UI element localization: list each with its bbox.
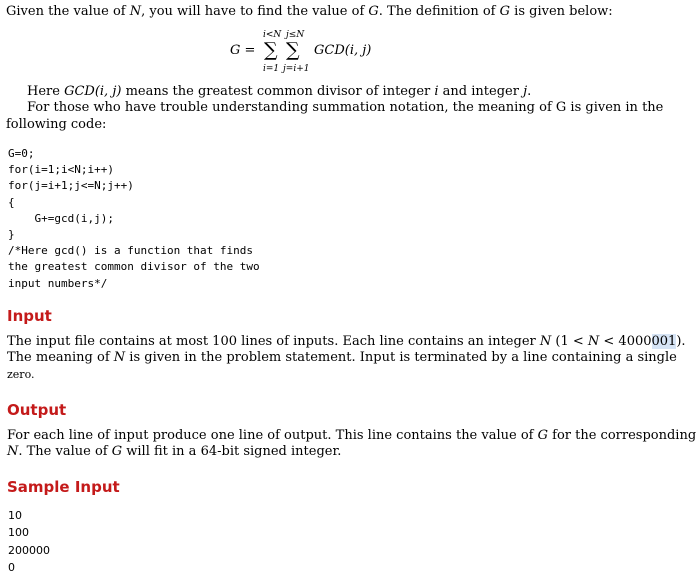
summation-formula — [230, 30, 410, 80]
summation-note-line2: following code: — [6, 117, 107, 132]
sum2-sigma: ∑ — [286, 39, 300, 61]
gcd-explanation: Here GCD(i, j) means the greatest common divisor of integer i and integer j. — [27, 84, 532, 99]
output-desc-line2: N. The value of G will fit in a 64-bit signed integer. — [7, 444, 342, 459]
output-desc-line1: For each line of input produce one line of output. This line contains the value of G for the corresponding — [7, 428, 696, 443]
intro-text: Given the value of N, you will have to find the value of G. The definition of G is given below: — [6, 4, 613, 19]
sum2-upper-limit: j≤N — [286, 30, 305, 40]
input-desc-line1: The input file contains at most 100 lines of inputs. Each line contains an integer N (1 < N < 4000001). — [7, 334, 686, 349]
selected-text-highlight[interactable]: 001 — [651, 334, 677, 349]
code-block: G=0; for(i=1;i<N;i++) for(j=i+1;j<=N;j++) { G+=gcd(i,j); } /*Here gcd() is a function that finds the greatest common divisor of the two input numbers*/ — [8, 147, 260, 290]
sample-input-block: 10 100 200000 0 — [8, 509, 50, 574]
sum2-lower-limit: j=i+1 — [283, 64, 310, 74]
input-desc-line3: zero. — [7, 368, 35, 381]
summation-note-line1: For those who have trouble understanding summation notation, the meaning of G is given in the — [27, 100, 664, 115]
output-heading: Output — [7, 401, 67, 419]
input-desc-line2: The meaning of N is given in the problem statement. Input is terminated by a line containing a single — [7, 350, 677, 365]
sample-input-heading: Sample Input — [7, 478, 120, 496]
formula-term: GCD(i, j) — [314, 43, 372, 58]
formula-lhs: G = — [230, 43, 256, 58]
input-heading: Input — [7, 307, 52, 325]
sum1-upper-limit: i<N — [263, 30, 282, 40]
sum1-lower-limit: i=1 — [263, 64, 280, 74]
sum1-sigma: ∑ — [264, 39, 278, 61]
